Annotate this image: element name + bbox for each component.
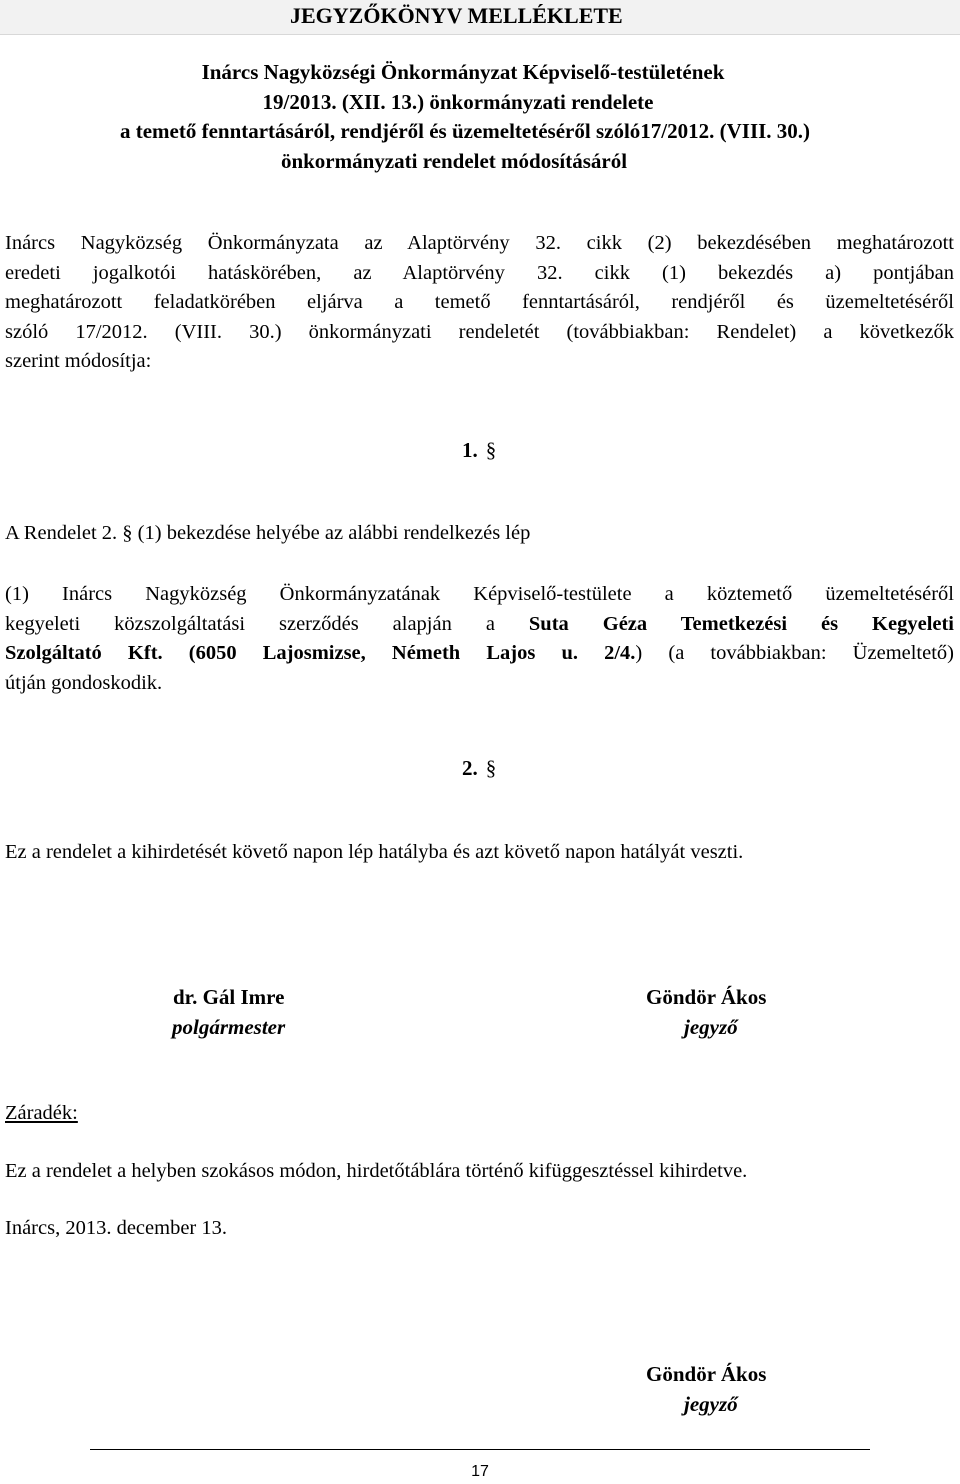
- preamble-line-5: szerint módosítja:: [5, 350, 152, 372]
- header-box: [0, 0, 960, 35]
- section-2-text: Ez a rendelet a kihirdetését követő napon lép hatályba és azt követő napon hatályát veszti.: [5, 841, 744, 863]
- section-2-heading: [462, 756, 496, 781]
- mayor-title: polgármester: [172, 1015, 286, 1039]
- section-1-heading: [462, 438, 496, 463]
- notary-name: Göndör Ákos: [646, 985, 767, 1009]
- preamble-line-4: szóló 17/2012. (VIII. 30.) önkormányzati rendeletét (továbbiakban: Rendelet) a következők: [5, 320, 954, 343]
- regulation-title: [0, 58, 960, 176]
- section-2-symbol: §: [485, 756, 497, 780]
- clause-text: Ez a rendelet a helyben szokásos módon, hirdetőtáblára történő kifüggesztéssel kihirdetve.: [5, 1160, 748, 1182]
- section-1-number: 1.: [462, 438, 478, 462]
- title-line-1: Inárcs Nagyközségi Önkormányzat Képviselő-testületének: [201, 60, 725, 84]
- section-1-body-line-4: útján gondoskodik.: [5, 671, 163, 694]
- title-line-4: önkormányzati rendelet módosításáról: [280, 148, 628, 173]
- operator-name-part-2: Szolgáltató Kft. (6050 Lajosmizse, Németh Lajos u. 2/4.: [5, 642, 636, 664]
- clause-place-date: Inárcs, 2013. december 13.: [5, 1217, 227, 1239]
- section-1-body: [5, 580, 954, 698]
- clause-heading: Záradék:: [5, 1102, 78, 1124]
- section-1-body-line-3: [5, 639, 954, 669]
- page-number: 17: [471, 1463, 489, 1480]
- section-1-body-line-2: [5, 610, 954, 640]
- section-1-intro: A Rendelet 2. § (1) bekezdése helyébe az alábbi rendelkezés lép: [5, 522, 531, 544]
- operator-name-part-1: Suta Géza Temetkezési és Kegyeleti: [528, 612, 955, 635]
- title-line-2: 19/2013. (XII. 13.) önkormányzati rendelete: [262, 89, 654, 114]
- footer-divider: [90, 1449, 870, 1450]
- preamble-line-2: eredeti jogalkotói hatáskörében, az Alaptörvény 32. cikk (1) bekezdés a) pontjában: [5, 261, 954, 284]
- mayor-name: dr. Gál Imre: [173, 985, 285, 1009]
- notary-title: jegyző: [684, 1015, 738, 1039]
- final-signature-title: jegyző: [684, 1392, 738, 1416]
- body-line-2-text: kegyeleti közszolgáltatási szerződés alapján a: [5, 612, 529, 635]
- preamble-paragraph: [5, 229, 954, 377]
- body-line-3-text: ) (a továbbiakban: Üzemeltető): [635, 642, 954, 664]
- section-1-body-line-1: (1) Inárcs Nagyközség Önkormányzatának Képviselő-testülete a köztemető üzemeltetéséről: [5, 583, 954, 605]
- section-1-symbol: §: [485, 438, 497, 462]
- preamble-line-1: Inárcs Nagyközség Önkormányzata az Alaptörvény 32. cikk (2) bekezdésében meghatározott: [5, 232, 954, 254]
- title-line-3: a temető fenntartásáról, rendjéről és üzemeltetéséről szóló17/2012. (VIII. 30.): [119, 119, 811, 143]
- preamble-line-3: meghatározott feladatkörében eljárva a temető fenntartásáról, rendjéről és üzemeltetéséről: [5, 291, 954, 313]
- document-heading: JEGYZŐKÖNYV MELLÉKLETE: [290, 3, 623, 28]
- final-signature-name: Göndör Ákos: [646, 1362, 767, 1386]
- section-2-number: 2.: [462, 756, 478, 780]
